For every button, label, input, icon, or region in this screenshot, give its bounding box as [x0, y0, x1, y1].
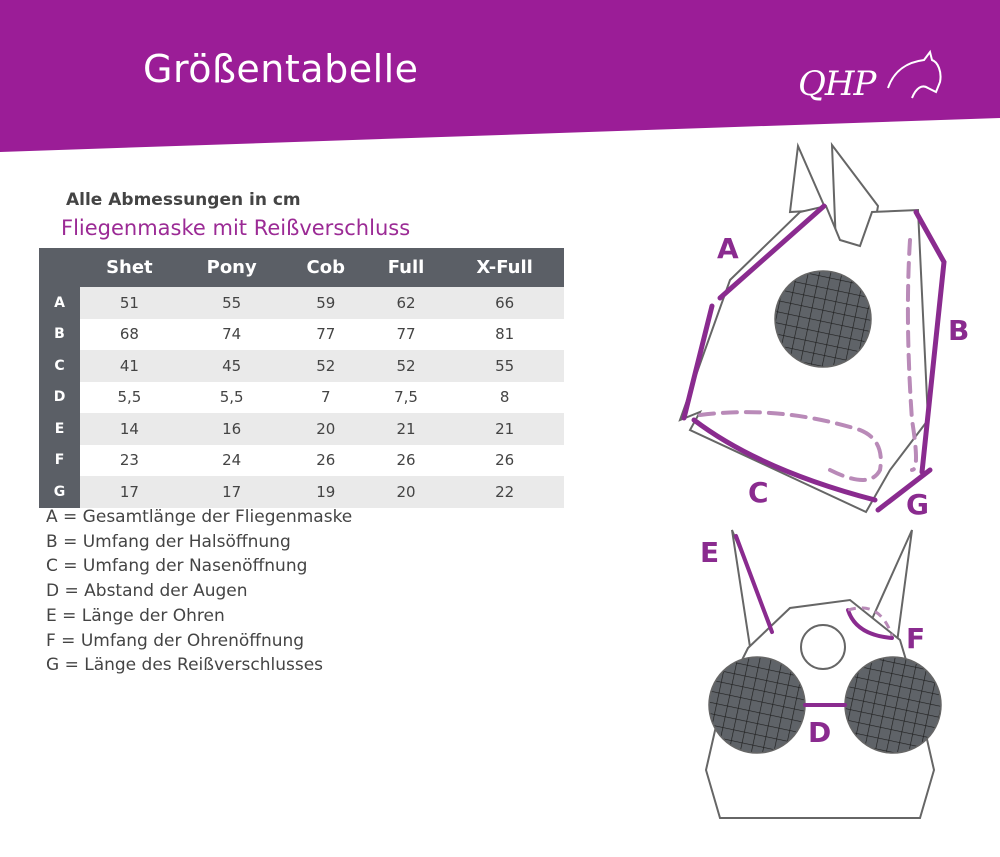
- row-label: A: [39, 287, 80, 319]
- label-g: G: [906, 488, 929, 521]
- table-cell: 5,5: [179, 382, 285, 414]
- side-eye-mesh: [775, 271, 871, 367]
- table-cell: 77: [367, 319, 445, 351]
- table-cell: 62: [367, 287, 445, 319]
- table-cell: 21: [445, 413, 564, 445]
- table-cell: 21: [367, 413, 445, 445]
- row-label: F: [39, 445, 80, 477]
- table-cell: 17: [179, 476, 285, 508]
- table-cell: 74: [179, 319, 285, 351]
- legend-item: E = Länge der Ohren: [46, 605, 225, 626]
- row-label: C: [39, 350, 80, 382]
- front-eye-right-mesh: [845, 657, 941, 753]
- legend-item: B = Umfang der Halsöffnung: [46, 531, 291, 552]
- label-c: C: [748, 476, 769, 509]
- table-cell: 26: [445, 445, 564, 477]
- table-cell: 8: [445, 382, 564, 414]
- product-name: Fliegenmaske mit Reißverschluss: [61, 216, 411, 240]
- table-cell: 55: [179, 287, 285, 319]
- brand-logo: QHP: [798, 64, 876, 104]
- table-cell: 24: [179, 445, 285, 477]
- units-note: Alle Abmessungen in cm: [66, 190, 301, 210]
- legend-item: C = Umfang der Nasenöffnung: [46, 556, 308, 577]
- table-cell: 26: [285, 445, 367, 477]
- table-cell: 20: [367, 476, 445, 508]
- row-label: D: [39, 382, 80, 414]
- label-b: B: [948, 314, 970, 347]
- table-cell: 16: [179, 413, 285, 445]
- table-cell: 51: [80, 287, 179, 319]
- column-header: X-Full: [445, 248, 564, 287]
- table-cell: 45: [179, 350, 285, 382]
- table-row: [39, 319, 564, 351]
- table-row: [39, 445, 564, 477]
- table-cell: 66: [445, 287, 564, 319]
- forelock-opening: [801, 625, 845, 669]
- table-row: [39, 476, 564, 508]
- side-ear-back: [790, 146, 826, 212]
- table-cell: 19: [285, 476, 367, 508]
- legend-item: A = Gesamtlänge der Fliegenmaske: [46, 507, 353, 527]
- table-cell: 52: [285, 350, 367, 382]
- measurement-legend: [46, 505, 352, 678]
- table-cell: 5,5: [80, 382, 179, 414]
- label-e: E: [700, 536, 720, 569]
- label-a: A: [717, 232, 739, 265]
- legend-item: D = Abstand der Augen: [46, 581, 248, 602]
- table-cell: 59: [285, 287, 367, 319]
- table-cell: 14: [80, 413, 179, 445]
- fly-mask-diagram: [660, 140, 1000, 857]
- table-cell: 26: [367, 445, 445, 477]
- table-cell: 22: [445, 476, 564, 508]
- column-header: Shet: [80, 248, 179, 287]
- table-corner: [39, 248, 80, 287]
- table-cell: 41: [80, 350, 179, 382]
- row-label: B: [39, 319, 80, 351]
- table-cell: 68: [80, 319, 179, 351]
- table-cell: 7: [285, 382, 367, 414]
- legend-item: G = Länge des Reißverschlusses: [46, 655, 324, 676]
- size-table: [39, 248, 564, 508]
- table-row: [39, 287, 564, 319]
- front-eye-left-mesh: [709, 657, 805, 753]
- table-row: [39, 382, 564, 414]
- table-cell: 17: [80, 476, 179, 508]
- label-d: D: [808, 716, 832, 749]
- row-label: G: [39, 476, 80, 508]
- legend-item: F = Umfang der Ohrenöffnung: [46, 630, 305, 651]
- table-cell: 77: [285, 319, 367, 351]
- column-header: Cob: [285, 248, 367, 287]
- column-header: Full: [367, 248, 445, 287]
- column-header: Pony: [179, 248, 285, 287]
- table-cell: 81: [445, 319, 564, 351]
- table-header-row: [39, 248, 564, 287]
- table-cell: 23: [80, 445, 179, 477]
- table-cell: 55: [445, 350, 564, 382]
- row-label: E: [39, 413, 80, 445]
- label-f: F: [906, 622, 926, 655]
- table-row: [39, 350, 564, 382]
- table-cell: 52: [367, 350, 445, 382]
- horse-head-logo-icon: [796, 48, 946, 108]
- page-title: Größentabelle: [143, 47, 419, 91]
- table-cell: 20: [285, 413, 367, 445]
- table-cell: 7,5: [367, 382, 445, 414]
- table-row: [39, 413, 564, 445]
